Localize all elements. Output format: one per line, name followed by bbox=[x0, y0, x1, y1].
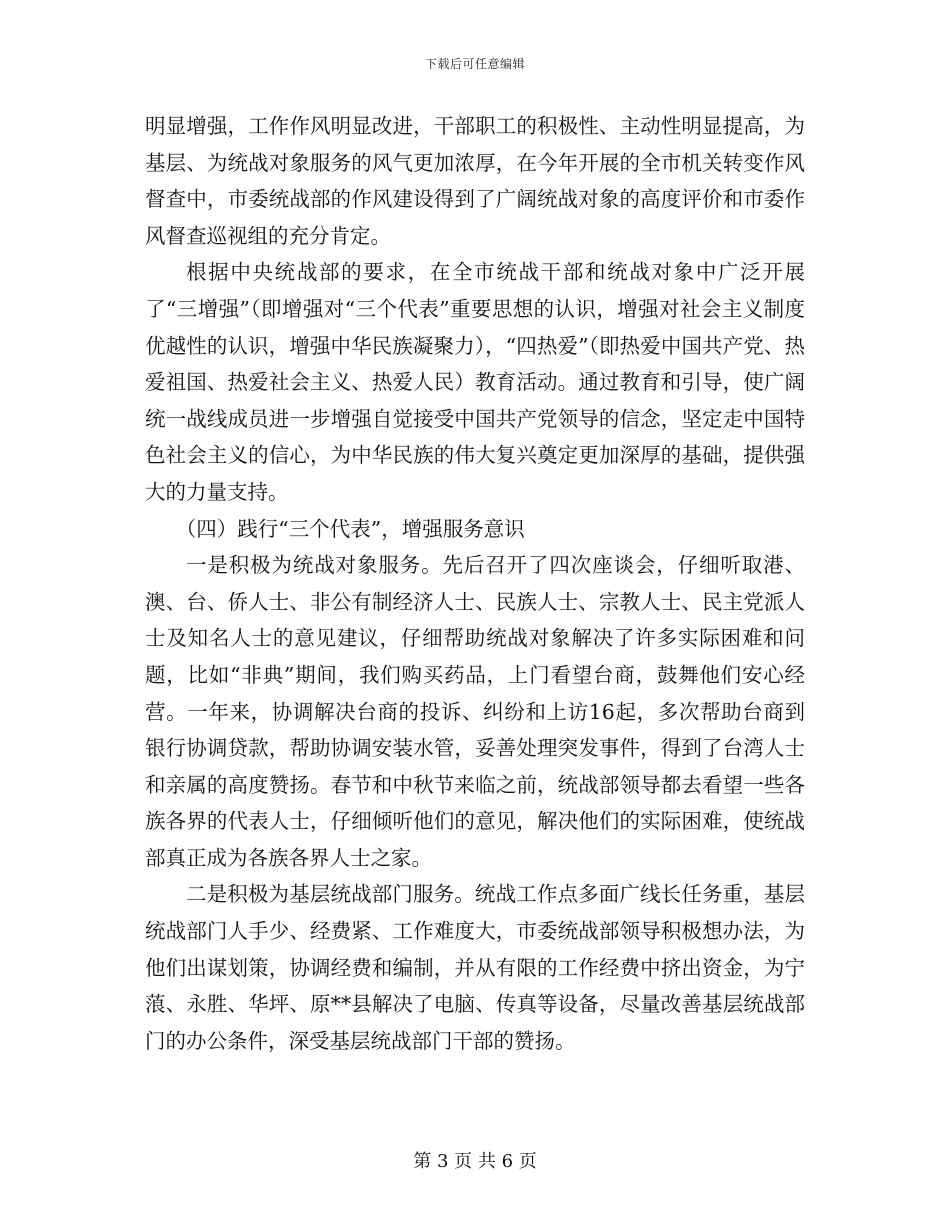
paragraph-three-strengthen: 根据中央统战部的要求，在全市统战干部和统战对象中广泛开展了“三增强”（即增强对“三个代表”重要思想的认识，增强对社会主义制度优越性的认识，增强中华民族凝聚力），“四热爱”（即热爱中国共产党、热爱祖国、热爱社会主义、热爱人民）教育活动。通过教育和引导，使广阔统一战线成员进一步增强自觉接受中国共产党领导的信念，坚定走中国特色社会主义的信心，为中华民族的伟大复兴奠定更加深厚的基础，提供强大的力量支持。 bbox=[145, 260, 805, 504]
page-header-note: 下载后可任意编辑 bbox=[424, 57, 525, 71]
paragraph-serve-united-front-objects: 一是积极为统战对象服务。先后召开了四次座谈会，仔细听取港、澳、台、侨人士、非公有制经济人士、民族人士、宗教人士、民主党派人士及知名人士的意见建议，仔细帮助统战对象解决了许多实际困难和问题，比如“非典”期间，我们购买药品，上门看望台商，鼓舞他们安心经营。一年来，协调解决台商的投诉、纠纷和上访16起，多次帮助台商到银行协调贷款，帮助协调安装水管，妥善处理突发事件，得到了台湾人士和亲属的高度赞扬。春节和中秋节来临之前，统战部领导都去看望一些各族各界的代表人士，仔细倾听他们的意见，解决他们的实际困难，使统战部真正成为各族各界人士之家。 bbox=[145, 553, 805, 870]
page-number-footer: 第 3 页 共 6 页 bbox=[413, 1151, 537, 1172]
paragraph-serve-grassroots-departments: 二是积极为基层统战部门服务。统战工作点多面广线长任务重，基层统战部门人手少、经费紧、工作难度大，市委统战部领导积极想办法，为他们出谋划策，协调经费和编制，并从有限的工作经费中挤出资金，为宁蒗、永胜、华坪、原**县解决了电脑、传真等设备，尽量改善基层统战部门的办公条件，深受基层统战部门干部的赞扬。 bbox=[145, 882, 805, 1053]
paragraph-continuation: 明显增强，工作作风明显改进，干部职工的积极性、主动性明显提高，为基层、为统战对象服务的风气更加浓厚，在今年开展的全市机关转变作风督查中，市委统战部的作风建设得到了广阔统战对象的高度评价和市委作风督查巡视组的充分肯定。 bbox=[145, 114, 805, 248]
document-body bbox=[145, 108, 805, 1059]
section-heading-four: （四）践行“三个代表”，增强服务意识 bbox=[175, 516, 525, 541]
